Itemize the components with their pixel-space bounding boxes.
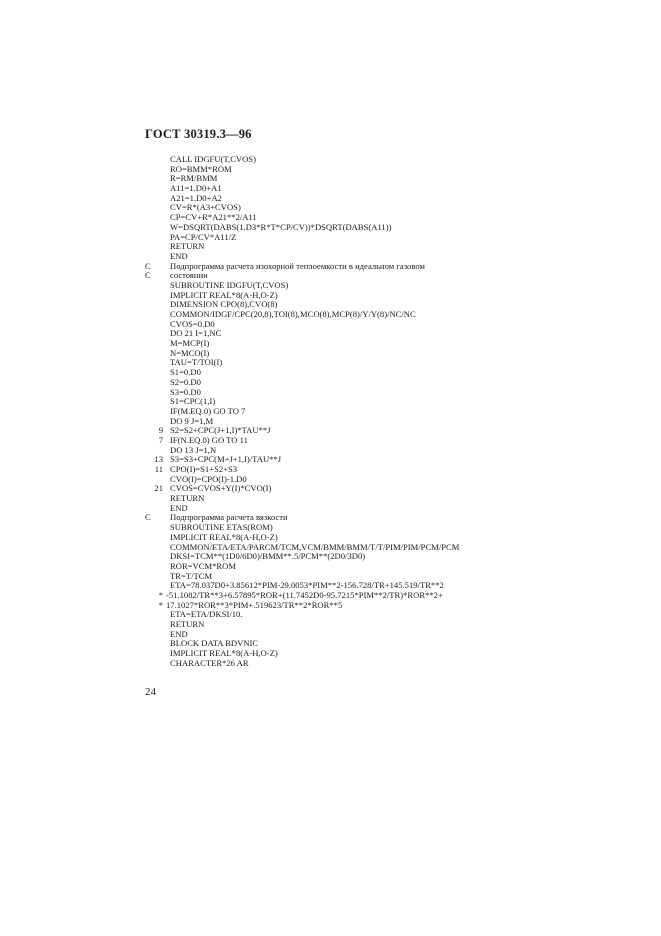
code-text: ROR=VCM*ROM [170, 560, 236, 571]
code-text: CV=R*(A3+CVOS) [170, 202, 241, 213]
code-text: N=MCO(I) [170, 347, 210, 358]
code-text: DIMENSION CPO(8),CVO(8) [170, 299, 278, 310]
code-text: CVOS=CVOS+Y(I)*CVO(I) [170, 483, 272, 494]
code-line [145, 407, 645, 417]
code-text: RETURN [170, 493, 205, 504]
code-text: состоянии [170, 270, 208, 281]
code-text: IF(M.EQ.0) GO TO 7 [170, 405, 246, 416]
page-number: 24 [145, 686, 156, 698]
code-line [145, 368, 645, 378]
code-text: A11=1.D0+A1 [170, 183, 222, 194]
code-text: BLOCK DATA BDVNIC [170, 638, 259, 649]
code-line [145, 233, 645, 243]
statement-label: 21 [154, 483, 163, 494]
code-text: M=MCP(I) [170, 338, 210, 349]
code-text: IMPLICIT REAL*8(A-H,O-Z) [170, 648, 278, 659]
code-text: DO 13 J=1,N [170, 444, 217, 455]
code-text: COMMON/IDGF/CPC(20,8),TOI(8),MCO(8),MCP(8)/Y/Y(8)/NC/NC [170, 309, 416, 319]
statement-label: 11 [154, 464, 163, 474]
code-text: TR=T/TCM [170, 570, 213, 581]
code-text: CHARACTER*26 AR [170, 657, 249, 668]
code-line [145, 329, 645, 339]
code-text: PA=CP/CV*A11/Z [170, 231, 237, 242]
fortran-code-listing [145, 155, 645, 668]
code-text: DO 21 I=1,NC [170, 328, 222, 339]
comment-marker: C [145, 512, 151, 523]
code-text: IF(N.EQ.0) GO TO 11 [170, 434, 248, 445]
code-text: W=DSQRT(DABS(1.D3*R*T*CP/CV))*DSQRT(DABS(A11)) [170, 221, 392, 232]
code-line [145, 436, 645, 446]
code-text: CP=CV+R*A21**2/A11 [170, 212, 257, 223]
code-line [145, 610, 645, 620]
code-text: S2=0.D0 [170, 376, 201, 387]
code-text: END [170, 250, 188, 261]
code-line [145, 378, 645, 388]
code-line [145, 494, 645, 504]
code-line [145, 562, 645, 572]
code-text: S3=0.D0 [170, 386, 201, 397]
code-line [145, 388, 645, 398]
code-line [145, 310, 645, 320]
code-line [145, 339, 645, 349]
comment-marker: C [145, 270, 151, 281]
code-text: CVO(I)=CPO(I)-1.D0 [170, 473, 247, 484]
comment-marker: C [145, 260, 151, 271]
code-text: IMPLICIT REAL*8(A-H,O-Z) [170, 289, 278, 300]
code-text: Подпрограмма расчета изохорной теплоемкости в идеальном газовом [170, 260, 425, 271]
code-text: SUBROUTINE ETAS(ROM) [170, 522, 273, 533]
page-header-title: ГОСТ 30319.3—96 [145, 127, 252, 141]
code-text: SUBROUTINE IDGFU(T,CVOS) [170, 279, 289, 290]
code-line [145, 262, 645, 272]
code-line [145, 358, 645, 368]
code-line [145, 659, 645, 669]
statement-label: 13 [154, 454, 163, 465]
statement-label: 7 [158, 434, 163, 445]
code-text: RO=BMM*ROM [170, 163, 232, 174]
code-text: COMMON/ETA/ETA/PARCM/TCM,VCM/BMM/BMM/T/T/PIM/PIM/PCM/PCM [170, 541, 460, 552]
statement-label: * [158, 589, 163, 600]
code-text: DO 9 J=1,M [170, 415, 214, 426]
code-text: END [170, 502, 188, 513]
code-line [145, 242, 645, 252]
code-text: RETURN [170, 241, 205, 252]
code-text: Подпрограмма расчета вязкости [170, 512, 288, 523]
code-text: R=RM/BMM [170, 173, 218, 184]
code-text: TAU=T/TOI(I) [170, 357, 223, 368]
code-text: DKSI=TCM**(1D0/6D0)/BMM**.5/PCM**(2D0/3D0) [170, 551, 366, 562]
code-text: A21=1.D0+A2 [170, 192, 222, 203]
code-text: S1=CPC(1,I) [170, 396, 216, 407]
code-text: END [170, 628, 188, 639]
code-text: -51.1082/TR**3+6.57895*ROR+(11.7452D0-95.7215*PIM**2/TR)*ROR**2+ [166, 589, 443, 600]
code-text: RETURN [170, 619, 205, 629]
code-text: CPO(I)=S1+S2+S3 [170, 464, 238, 474]
statement-label: 9 [158, 425, 163, 436]
code-line [145, 484, 645, 494]
statement-label: * [158, 599, 163, 610]
code-text: ETA=78.037D0+3.85612*PIM-29.0053*PIM**2-156.728/TR+145.519/TR**2 [170, 580, 444, 591]
code-text: S2=S2+CPC(J+1,I)*TAU**J [170, 425, 271, 436]
code-line [145, 620, 645, 630]
code-text: CVOS=0.D0 [170, 318, 215, 329]
code-line [145, 165, 645, 175]
code-text: IMPLICIT REAL*8(A-H,O-Z) [170, 531, 278, 542]
code-text: ETA=ETA/DKSI/10. [170, 609, 243, 620]
code-text: 17.1027*ROR**3*PIM+.519623/TR**2*ROR**5 [166, 599, 343, 610]
code-text: CALL IDGFU(T,CVOS) [170, 154, 256, 164]
code-text: S3=S3+CPC(M+J+1,I)/TAU**J [170, 454, 282, 465]
code-text: S1=0.D0 [170, 367, 201, 378]
